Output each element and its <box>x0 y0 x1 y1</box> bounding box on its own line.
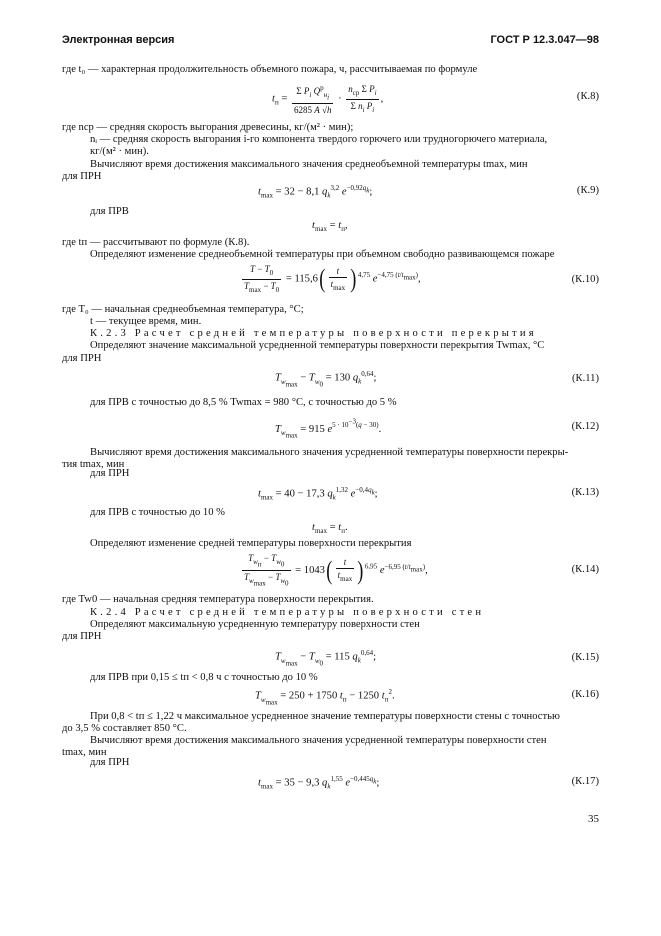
equation-number: (К.15) <box>571 652 599 663</box>
text-line: tmax, мин <box>62 747 107 758</box>
equation-k12: $T_{w_{max}} = 915$ $e^{5 \cdot 10^{-3}(q - 30)}$. <box>275 418 382 440</box>
text-line: тия tmax, мин <box>62 459 125 470</box>
running-header-right: ГОСТ Р 12.3.047—98 <box>490 34 599 46</box>
equation-k10: $\frac{T - T_0}{T_{max} - T_0}$ = 115,6( $\frac{t}{t_{max}}$ )$^{4,75}$ $e^{-4,75 (t/t_{max})}$, <box>244 264 421 294</box>
text-line: t — текущее время, мин. <box>90 316 202 327</box>
text-line: где T₀ — начальная среднеобъемная температура, °С; <box>62 304 304 315</box>
equation-number: (К.9) <box>576 185 599 196</box>
equation-number: (К.17) <box>571 776 599 787</box>
equation-k11: $T_{w_{max}} - T_{w_0} = 130$ $q_k^{0,64}$; <box>275 370 377 389</box>
section-heading: К.2.4 Расчет средней температуры поверхности стен <box>90 607 485 618</box>
equation-k17: $t_{max} = 35 - 9,3$ $q_k^{1,55}$ $e^{-0,445q_k}$; <box>258 775 380 791</box>
text-line: Определяют значение максимальной усредненной температуры поверхности перекрытия Twmax, °С <box>90 340 545 351</box>
text-line: для ПРВ при 0,15 ≤ tп < 0,8 ч с точностью до 10 % <box>90 672 318 683</box>
equation-k8: $t_п$ = $\frac{\Sigma P_i Q^p_{н_i}}{6285 A √h}$ · $\frac{n_{ср} \Sigma P_i}{\Sigma n_i P_i}$ , <box>272 83 384 116</box>
text-line: где t₀ — характерная продолжительность объемного пожара, ч, рассчитываемая по формуле <box>62 64 478 75</box>
text-line: где nср — средняя скорость выгорания древесины, кг/(м² · мин); <box>62 122 354 133</box>
text-line: кг/(м² · мин). <box>90 146 149 157</box>
equation-number: (К.16) <box>571 689 599 700</box>
text-line: где tп — рассчитывают по формуле (К.8). <box>62 237 250 248</box>
equation-k16: $T_{w_{max}} = 250 + 1750$ $t_п - 1250$ $t_п^2$. <box>255 688 395 707</box>
text-line: для ПРН <box>62 171 102 182</box>
text-line: для ПРВ <box>90 206 129 217</box>
text-line: для ПРН <box>90 468 130 479</box>
text-line: Вычисляют время достижения максимального значения усредненной температуры поверхности стен <box>90 735 547 746</box>
text-line: для ПРН <box>62 353 102 364</box>
equation-k9: $t_{max} = 32 - 8,1$ $q_k^{3,2}$ $e^{-0,92q_k}$; <box>258 184 373 200</box>
text-line: Вычисляют время достижения максимального значения среднеобъемной температуры tmax, мин <box>90 159 528 170</box>
text-line: для ПРВ с точностью до 10 % <box>90 507 226 518</box>
text-line: где Tw0 — начальная средняя температура поверхности перекрытия. <box>62 594 374 605</box>
text-line: Определяют изменение среднеобъемной температуры при объемном свободно развивающемся пожаре <box>90 249 555 260</box>
text-line: для ПРН <box>90 757 130 768</box>
equation-k14: $\frac{T_{w_п} - T_{w_0}}{T_{w_{max}} - T_{w_0}}$ = 1043( $\frac{t}{t_{max}}$ )$^{6,95}$ $e^{-6,95 (t/t_{max})}$, <box>244 553 428 588</box>
running-header-left: Электронная версия <box>62 34 175 46</box>
equation-k13b: $t_{max} = t_п$. <box>312 522 348 536</box>
text-line: Определяют максимальную усредненную температуру поверхности стен <box>90 619 420 630</box>
equation-k13: $t_{max} = 40 - 17,3$ $q_k^{1,32}$ $e^{-0,4q_k}$; <box>258 486 378 502</box>
text-line: Определяют изменение средней температуры поверхности перекрытия <box>90 538 412 549</box>
text-line: до 3,5 % составляет 850 °С. <box>62 723 187 734</box>
text-line: При 0,8 < tп ≤ 1,22 ч максимальное усредненное значение температуры поверхности стены с точностью <box>90 711 560 722</box>
section-heading: К.2.3 Расчет средней температуры поверхности перекрытия <box>90 328 537 339</box>
equation-number: (К.11) <box>572 373 599 384</box>
text-line: для ПРВ с точностью до 8,5 % Twmax = 980 °С, с точностью до 5 % <box>90 397 397 408</box>
text-line: Вычисляют время достижения максимального значения усредненной температуры поверхности перекры- <box>90 447 569 458</box>
equation-number: (К.8) <box>576 91 599 102</box>
text-line: nᵢ — средняя скорость выгорания i-го компонента твердого горючего или трудногорючего материала, <box>90 134 548 145</box>
equation-k9b: $t_{max} = t_п$, <box>312 220 348 234</box>
equation-number: (К.13) <box>571 487 599 498</box>
equation-number: (К.10) <box>571 274 599 285</box>
equation-number: (К.12) <box>571 421 599 432</box>
equation-k15: $T_{w_{max}} - T_{w_0} = 115$ $q_k^{0,64}$; <box>275 649 377 668</box>
page-number: 35 <box>588 813 599 825</box>
equation-number: (К.14) <box>571 564 599 575</box>
text-line: для ПРН <box>62 631 102 642</box>
